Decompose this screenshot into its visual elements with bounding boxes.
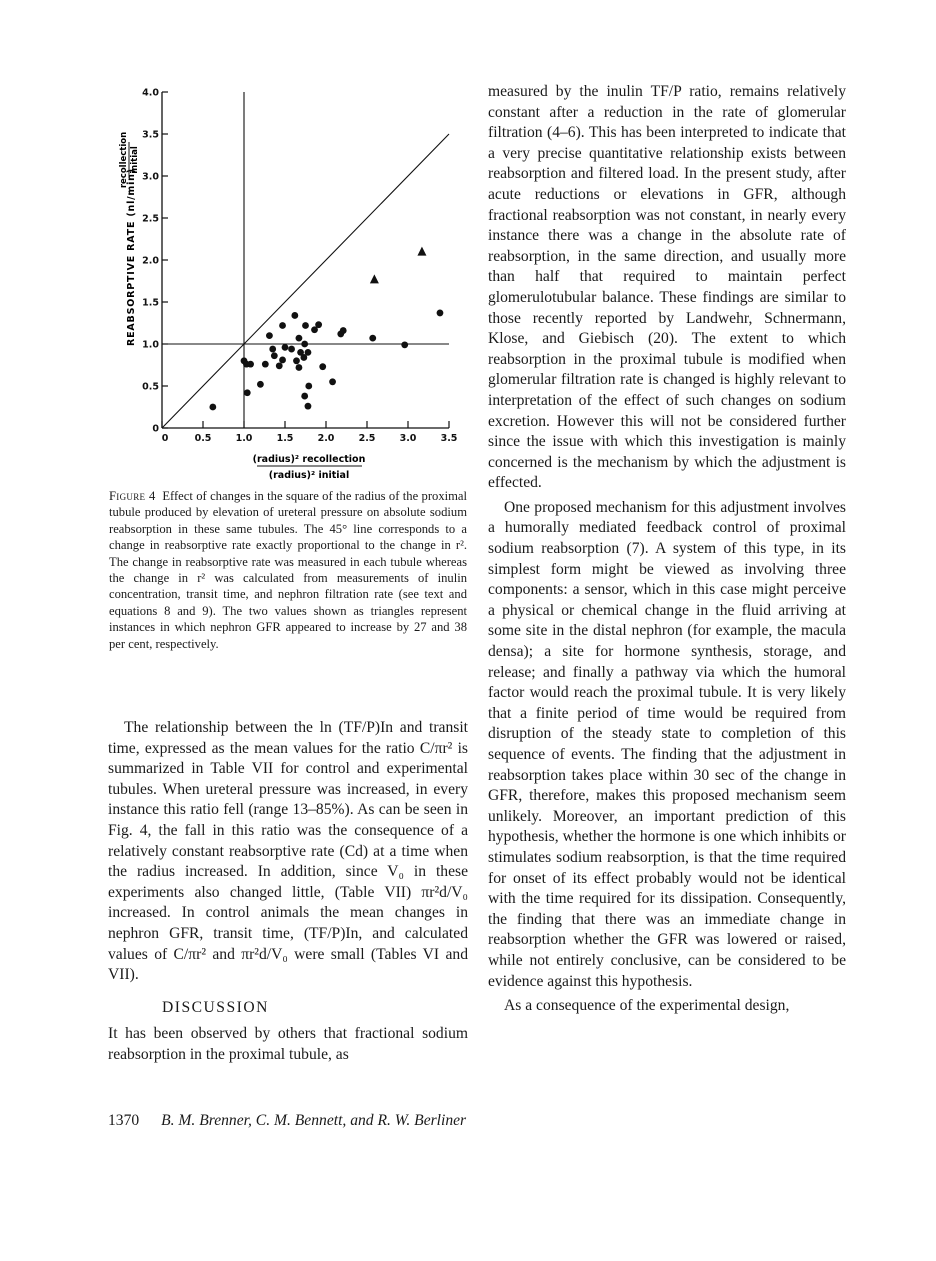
x-tick-label: 0.5 — [194, 433, 212, 444]
data-point-circle — [305, 349, 312, 356]
paragraph: measured by the inulin TF/P ratio, remains relatively constant after a reduction in the rate of glomerular filtration (4–6). This has been interpreted to indicate that a very precise quantitative relationship exists between reabsorption and filtered load. In the present study, after acute reductions or elevations in GFR, although fractional reabsorption was not constant, in nearly every instance there was a change in the absolute rate of reabsorption, in the same direction, and usually more than half that required to maintain perfect glomerulotubular balance. These findings are similar to those recently reported by Landwehr, Schnermann, Klose, and Giebisch (20). The extent to which reabsorption in the proximal tubule is modified when glomerular filtration rate is changed is highly relevant to interpretation of the effect of such changes on sodium excretion. However this will not be considered further since the issue with which this investigation is mainly concerned is the mechanism by which the adjustment is effected. — [488, 83, 846, 492]
y-axis-label-fraction-bottom: initial — [130, 146, 140, 174]
data-point-circle — [296, 364, 303, 371]
data-point-circle — [296, 335, 303, 342]
data-point-circle — [301, 393, 308, 400]
x-tick-label: 3.0 — [399, 433, 417, 444]
caption-text: Effect of changes in the square of the radius of the proximal tubule produced by elevation of ureteral pressure on absolute sodium reabsorption in these same tubules. The 45° line corresponds to a change in reabsorptive rate exactly proportional to the change in r². The change in reabsorptive rate was measured in each tubule whereas the change in r² was calculated from measurements of inulin concentration, transit time, and nephron filtration rate (see text and equations 8 and 9). The two values shown as triangles represent instances in which nephron GFR appeared to increase by 27 and 38 per cent, respectively. — [109, 489, 468, 651]
section-heading-discussion: DISCUSSION — [162, 998, 269, 1016]
y-axis-label: REABSORPTIVE RATE (nl/min) — [126, 168, 137, 346]
data-point-circle — [315, 321, 322, 328]
data-point-circle — [302, 322, 309, 329]
data-point-circle — [288, 346, 295, 353]
data-point-circle — [291, 312, 298, 319]
data-point-circle — [437, 310, 444, 317]
y-tick-label: 0.5 — [142, 381, 159, 393]
data-point-circle — [247, 361, 254, 368]
data-point-triangle — [370, 274, 379, 283]
y-tick-label: 2.0 — [142, 255, 159, 267]
data-point-circle — [282, 344, 289, 351]
x-tick-label: 3.5 — [440, 433, 458, 444]
data-point-circle — [279, 322, 286, 329]
y-tick-label: 3.5 — [142, 129, 159, 141]
y-tick-label: 1.0 — [142, 339, 159, 351]
x-axis-label-numerator: (radius)² recollection — [252, 454, 366, 465]
data-point-circle — [257, 381, 264, 388]
figure-label: Figure 4 — [109, 489, 156, 503]
figure-caption — [109, 488, 467, 652]
y-tick-label: 0 — [152, 423, 159, 435]
y-tick-label: 3.0 — [142, 171, 159, 183]
data-point-circle — [301, 341, 308, 348]
data-point-circle — [293, 357, 300, 364]
data-point-circle — [276, 362, 283, 369]
y-tick-label: 1.5 — [142, 297, 159, 309]
y-axis-label-fraction-top: recollection — [119, 131, 129, 189]
paragraph: The relationship between the ln (TF/P)In and transit time, expressed as the mean values for the ratio C/πr² is summarized in Table VII for control and experimental tubules. When ureteral pressure was increased, in every instance this ratio fell (range 13–85%). As can be seen in Fig. 4, the fall in this ratio was the consequence of a relatively constant reabsorptive rate (Cd) at a time when the radius increased. In addition, since V₀ in these experiments also changed little, (Table VII) πr²d/V₀ increased. In control animals the mean changes in nephron GFR, transit time, (TF/P)In, and calculated values of C/πr² and πr²d/V₀ were small (Tables VI and VII). — [108, 719, 468, 984]
data-point-circle — [319, 363, 326, 370]
x-axis-label-denominator: (radius)² initial — [268, 470, 350, 480]
paragraph: It has been observed by others that fractional sodium reabsorption in the proximal tubule, as — [108, 1025, 468, 1063]
x-tick-label: 1.0 — [235, 433, 253, 444]
data-point-circle — [401, 341, 408, 348]
data-point-circle — [209, 404, 216, 411]
data-point-circle — [369, 335, 376, 342]
data-point-circle — [244, 389, 251, 396]
data-point-circle — [269, 346, 276, 353]
x-tick-label: 2.5 — [358, 433, 376, 444]
x-tick-label: 1.5 — [276, 433, 294, 444]
axes — [142, 88, 457, 445]
author-line: B. M. Brenner, C. M. Bennett, and R. W. Berliner — [161, 1112, 467, 1129]
page-number: 1370 — [108, 1112, 140, 1129]
paragraph: One proposed mechanism for this adjustment involves a humorally mediated feedback control of proximal sodium reabsorption (7). A system of this type, in its simplest form might be viewed as involving three components: a sensor, which in this case might perceive a physical or chemical change in the fluid arriving at some site in the distal nephron (for example, the macula densa); a site for hormone synthesis, storage, and release; and finally a pathway via which the humoral factor would reach the proximal tubule. It is very likely that a finite period of time would be required from disruption of the steady state to completion of this sequence of events. The finding that the adjustment in reabsorption takes place within 30 sec of the change in GFR, therefore, makes this proposed mechanism seem unlikely. Moreover, an important prediction of this hypothesis, whether the hormone is one which inhibits or stimulates sodium reabsorption, is that the time required for onset of its effect probably would not be identical with the time required for its dissipation. Consequently, the finding that there was an immediate change in reabsorption whether the GFR was lowered or raised, while not entirely conclusive, can be considered to be evidence against this hypothesis. — [488, 498, 846, 990]
data-point-circle — [271, 352, 278, 359]
identity-45-degree-line — [162, 134, 449, 428]
data-point-circle — [266, 332, 273, 339]
data-point-triangle — [417, 247, 426, 256]
right-column — [488, 82, 846, 1017]
y-tick-label: 2.5 — [142, 213, 159, 225]
data-point-circle — [329, 378, 336, 385]
data-point-circle — [305, 403, 312, 410]
x-tick-label: 2.0 — [317, 433, 335, 444]
left-column — [108, 718, 468, 1066]
y-tick-label: 4.0 — [142, 87, 159, 99]
data-point-circle — [305, 383, 312, 390]
x-tick-label: 0 — [161, 433, 169, 444]
data-point-circle — [279, 357, 286, 364]
data-point-circle — [262, 361, 269, 368]
reference-lines — [162, 92, 449, 428]
page-footer — [108, 1112, 466, 1130]
paragraph: As a consequence of the experimental design, — [504, 997, 790, 1015]
data-point-circle — [340, 327, 347, 334]
